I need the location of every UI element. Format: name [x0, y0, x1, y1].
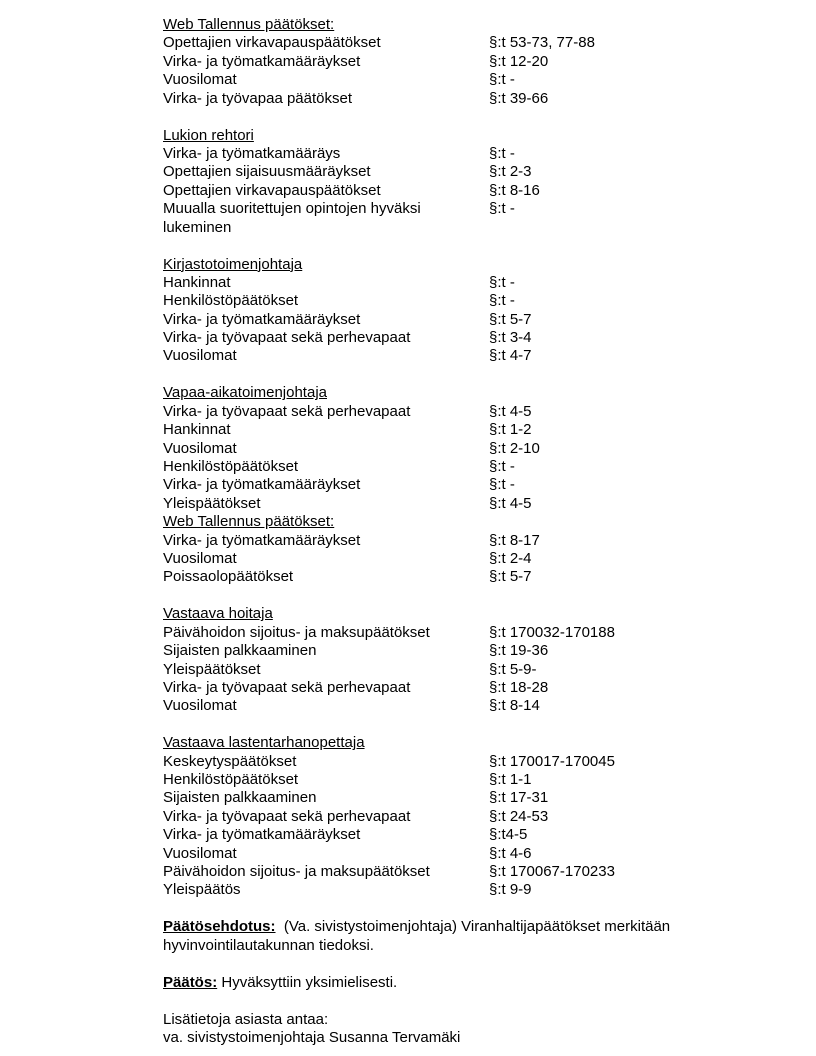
row-ref: §:t 4-7	[489, 347, 532, 365]
row-ref: §:t 4-6	[489, 844, 532, 862]
decision-row	[163, 771, 723, 789]
row-ref: §:t 8-14	[489, 697, 540, 715]
decision-row	[163, 90, 723, 108]
row-ref: §:t 4-5	[489, 402, 532, 420]
section-heading: Lukion rehtori	[163, 126, 254, 144]
proposal-label: Päätösehdotus:	[163, 918, 276, 936]
section-heading: Vapaa-aikatoimenjohtaja	[163, 384, 327, 402]
row-label: Opettajien virkavapauspäätökset	[163, 34, 381, 52]
proposal-text: (Va. sivistystoimenjohtaja) Viranhaltijapäätökset merkitään hyvinvointilautakunnan tiedoksi.	[163, 918, 671, 954]
decision-section	[163, 384, 723, 513]
row-label: Opettajien sijaisuusmääräykset	[163, 163, 371, 181]
decision-row	[163, 347, 723, 365]
decision-row	[163, 826, 723, 844]
row-ref: §:t -	[489, 200, 515, 218]
row-label: Virka- ja työmatkamääräykset	[163, 531, 361, 549]
row-label: Hankinnat	[163, 273, 231, 291]
row-label: Virka- ja työmatkamääräys	[163, 144, 341, 162]
section-heading: Web Tallennus päätökset:	[163, 513, 335, 531]
decision-row	[163, 163, 723, 181]
row-ref: §:t 3-4	[489, 329, 532, 347]
decision-row	[163, 845, 723, 863]
row-ref: §:t 18-28	[489, 678, 549, 696]
decision-section	[163, 513, 723, 587]
row-label: Virka- ja työmatkamääräykset	[163, 52, 361, 70]
decision-row	[163, 53, 723, 71]
row-label: Muualla suoritettujen opintojen hyväksi lukeminen	[163, 200, 421, 236]
row-label: Vuosilomat	[163, 844, 237, 862]
decision-row	[163, 679, 723, 697]
contact-line-1: Lisätietoja asiasta antaa:	[163, 1010, 329, 1028]
decision-row	[163, 881, 723, 899]
row-label: Yleispäätös	[163, 881, 241, 899]
decision-row	[163, 661, 723, 679]
decision-row	[163, 808, 723, 826]
row-label: Virka- ja työvapaat sekä perhevapaat	[163, 402, 411, 420]
decision-section	[163, 605, 723, 715]
row-label: Virka- ja työvapaat sekä perhevapaat	[163, 678, 411, 696]
row-ref: §:t -	[489, 71, 515, 89]
row-ref: §:t 12-20	[489, 52, 549, 70]
row-ref: §:t 5-7	[489, 310, 532, 328]
section-heading: Kirjastotoimenjohtaja	[163, 255, 303, 273]
row-label: Päivähoidon sijoitus- ja maksupäätökset	[163, 863, 430, 880]
row-label: Virka- ja työvapaat sekä perhevapaat	[163, 807, 411, 825]
decision-paragraph	[163, 974, 723, 992]
decision-row	[163, 403, 723, 421]
row-label: Vuosilomat	[163, 697, 237, 715]
row-ref: §:t 170067-170233	[489, 863, 615, 880]
row-ref: §:t 19-36	[489, 642, 549, 660]
row-ref: §:t 1-1	[489, 771, 532, 789]
row-label: Virka- ja työmatkamääräykset	[163, 476, 361, 494]
decision-section	[163, 256, 723, 366]
row-ref: §:t 8-16	[489, 181, 540, 199]
decision-row	[163, 311, 723, 329]
decision-row	[163, 274, 723, 292]
row-label: Virka- ja työvapaat sekä perhevapaat	[163, 329, 411, 347]
row-label: Hankinnat	[163, 421, 231, 439]
row-label: Henkilöstöpäätökset	[163, 458, 299, 475]
row-label: Henkilöstöpäätökset	[163, 292, 299, 310]
decision-row	[163, 753, 723, 771]
row-ref: §:t 4-5	[489, 494, 532, 512]
row-label: Sijaisten palkkaaminen	[163, 789, 317, 807]
decision-row	[163, 71, 723, 89]
row-label: Opettajien virkavapauspäätökset	[163, 181, 381, 199]
decision-row	[163, 550, 723, 568]
decision-row	[163, 182, 723, 200]
document-page	[163, 16, 723, 1048]
row-ref: §:t -	[489, 476, 515, 494]
row-ref: §:t 170017-170045	[489, 752, 615, 770]
row-label: Vuosilomat	[163, 347, 237, 365]
row-ref: §:t4-5	[489, 826, 528, 844]
row-ref: §:t 8-17	[489, 531, 540, 549]
row-label: Yleispäätökset	[163, 660, 261, 678]
row-ref: §:t -	[489, 458, 515, 475]
row-ref: §:t 1-2	[489, 421, 532, 439]
row-label: Virka- ja työmatkamääräykset	[163, 826, 361, 844]
row-label: Henkilöstöpäätökset	[163, 771, 299, 789]
decision-row	[163, 495, 723, 513]
proposal-paragraph	[163, 918, 723, 955]
section-heading: Vastaava lastentarhanopettaja	[163, 734, 365, 752]
row-ref: §:t 39-66	[489, 89, 549, 107]
row-ref: §:t 9-9	[489, 881, 532, 899]
decision-section	[163, 734, 723, 900]
decision-row	[163, 145, 723, 163]
contact-line-2: va. sivistystoimenjohtaja Susanna Tervamäki	[163, 1029, 461, 1047]
row-ref: §:t -	[489, 292, 515, 310]
row-label: Virka- ja työvapaa päätökset	[163, 89, 353, 107]
decision-row	[163, 329, 723, 347]
row-ref: §:t 5-9-	[489, 660, 537, 678]
decision-row	[163, 200, 723, 237]
row-label: Sijaisten palkkaaminen	[163, 642, 317, 660]
row-ref: §:t 17-31	[489, 789, 549, 807]
decision-section	[163, 127, 723, 237]
decision-label: Päätös:	[163, 973, 218, 991]
row-ref: §:t 2-10	[489, 439, 540, 457]
row-label: Vuosilomat	[163, 439, 237, 457]
decision-row	[163, 476, 723, 494]
row-label: Keskeytyspäätökset	[163, 752, 297, 770]
row-label: Vuosilomat	[163, 71, 237, 89]
row-label: Yleispäätökset	[163, 494, 261, 512]
section-heading: Web Tallennus päätökset:	[163, 16, 335, 33]
row-ref: §:t 53-73, 77-88	[489, 34, 595, 52]
decision-row	[163, 863, 723, 881]
row-label: Virka- ja työmatkamääräykset	[163, 310, 361, 328]
decision-row	[163, 440, 723, 458]
decision-row	[163, 34, 723, 52]
decision-row	[163, 421, 723, 439]
decision-section	[163, 16, 723, 108]
row-ref: §:t 5-7	[489, 568, 532, 586]
decision-row	[163, 697, 723, 715]
row-ref: §:t -	[489, 273, 515, 291]
decision-row	[163, 568, 723, 586]
row-ref: §:t 170032-170188	[489, 623, 615, 641]
decision-row	[163, 642, 723, 660]
decision-row	[163, 292, 723, 310]
row-ref: §:t 2-4	[489, 549, 532, 567]
decision-text: Hyväksyttiin yksimielisesti.	[221, 973, 398, 991]
row-label: Poissaolopäätökset	[163, 568, 294, 586]
row-label: Päivähoidon sijoitus- ja maksupäätökset	[163, 623, 430, 641]
section-heading: Vastaava hoitaja	[163, 605, 273, 623]
decision-row	[163, 624, 723, 642]
decision-row	[163, 458, 723, 476]
decision-row	[163, 789, 723, 807]
row-ref: §:t 2-3	[489, 163, 532, 181]
row-label: Vuosilomat	[163, 549, 237, 567]
row-ref: §:t -	[489, 144, 515, 162]
decision-row	[163, 532, 723, 550]
row-ref: §:t 24-53	[489, 807, 549, 825]
